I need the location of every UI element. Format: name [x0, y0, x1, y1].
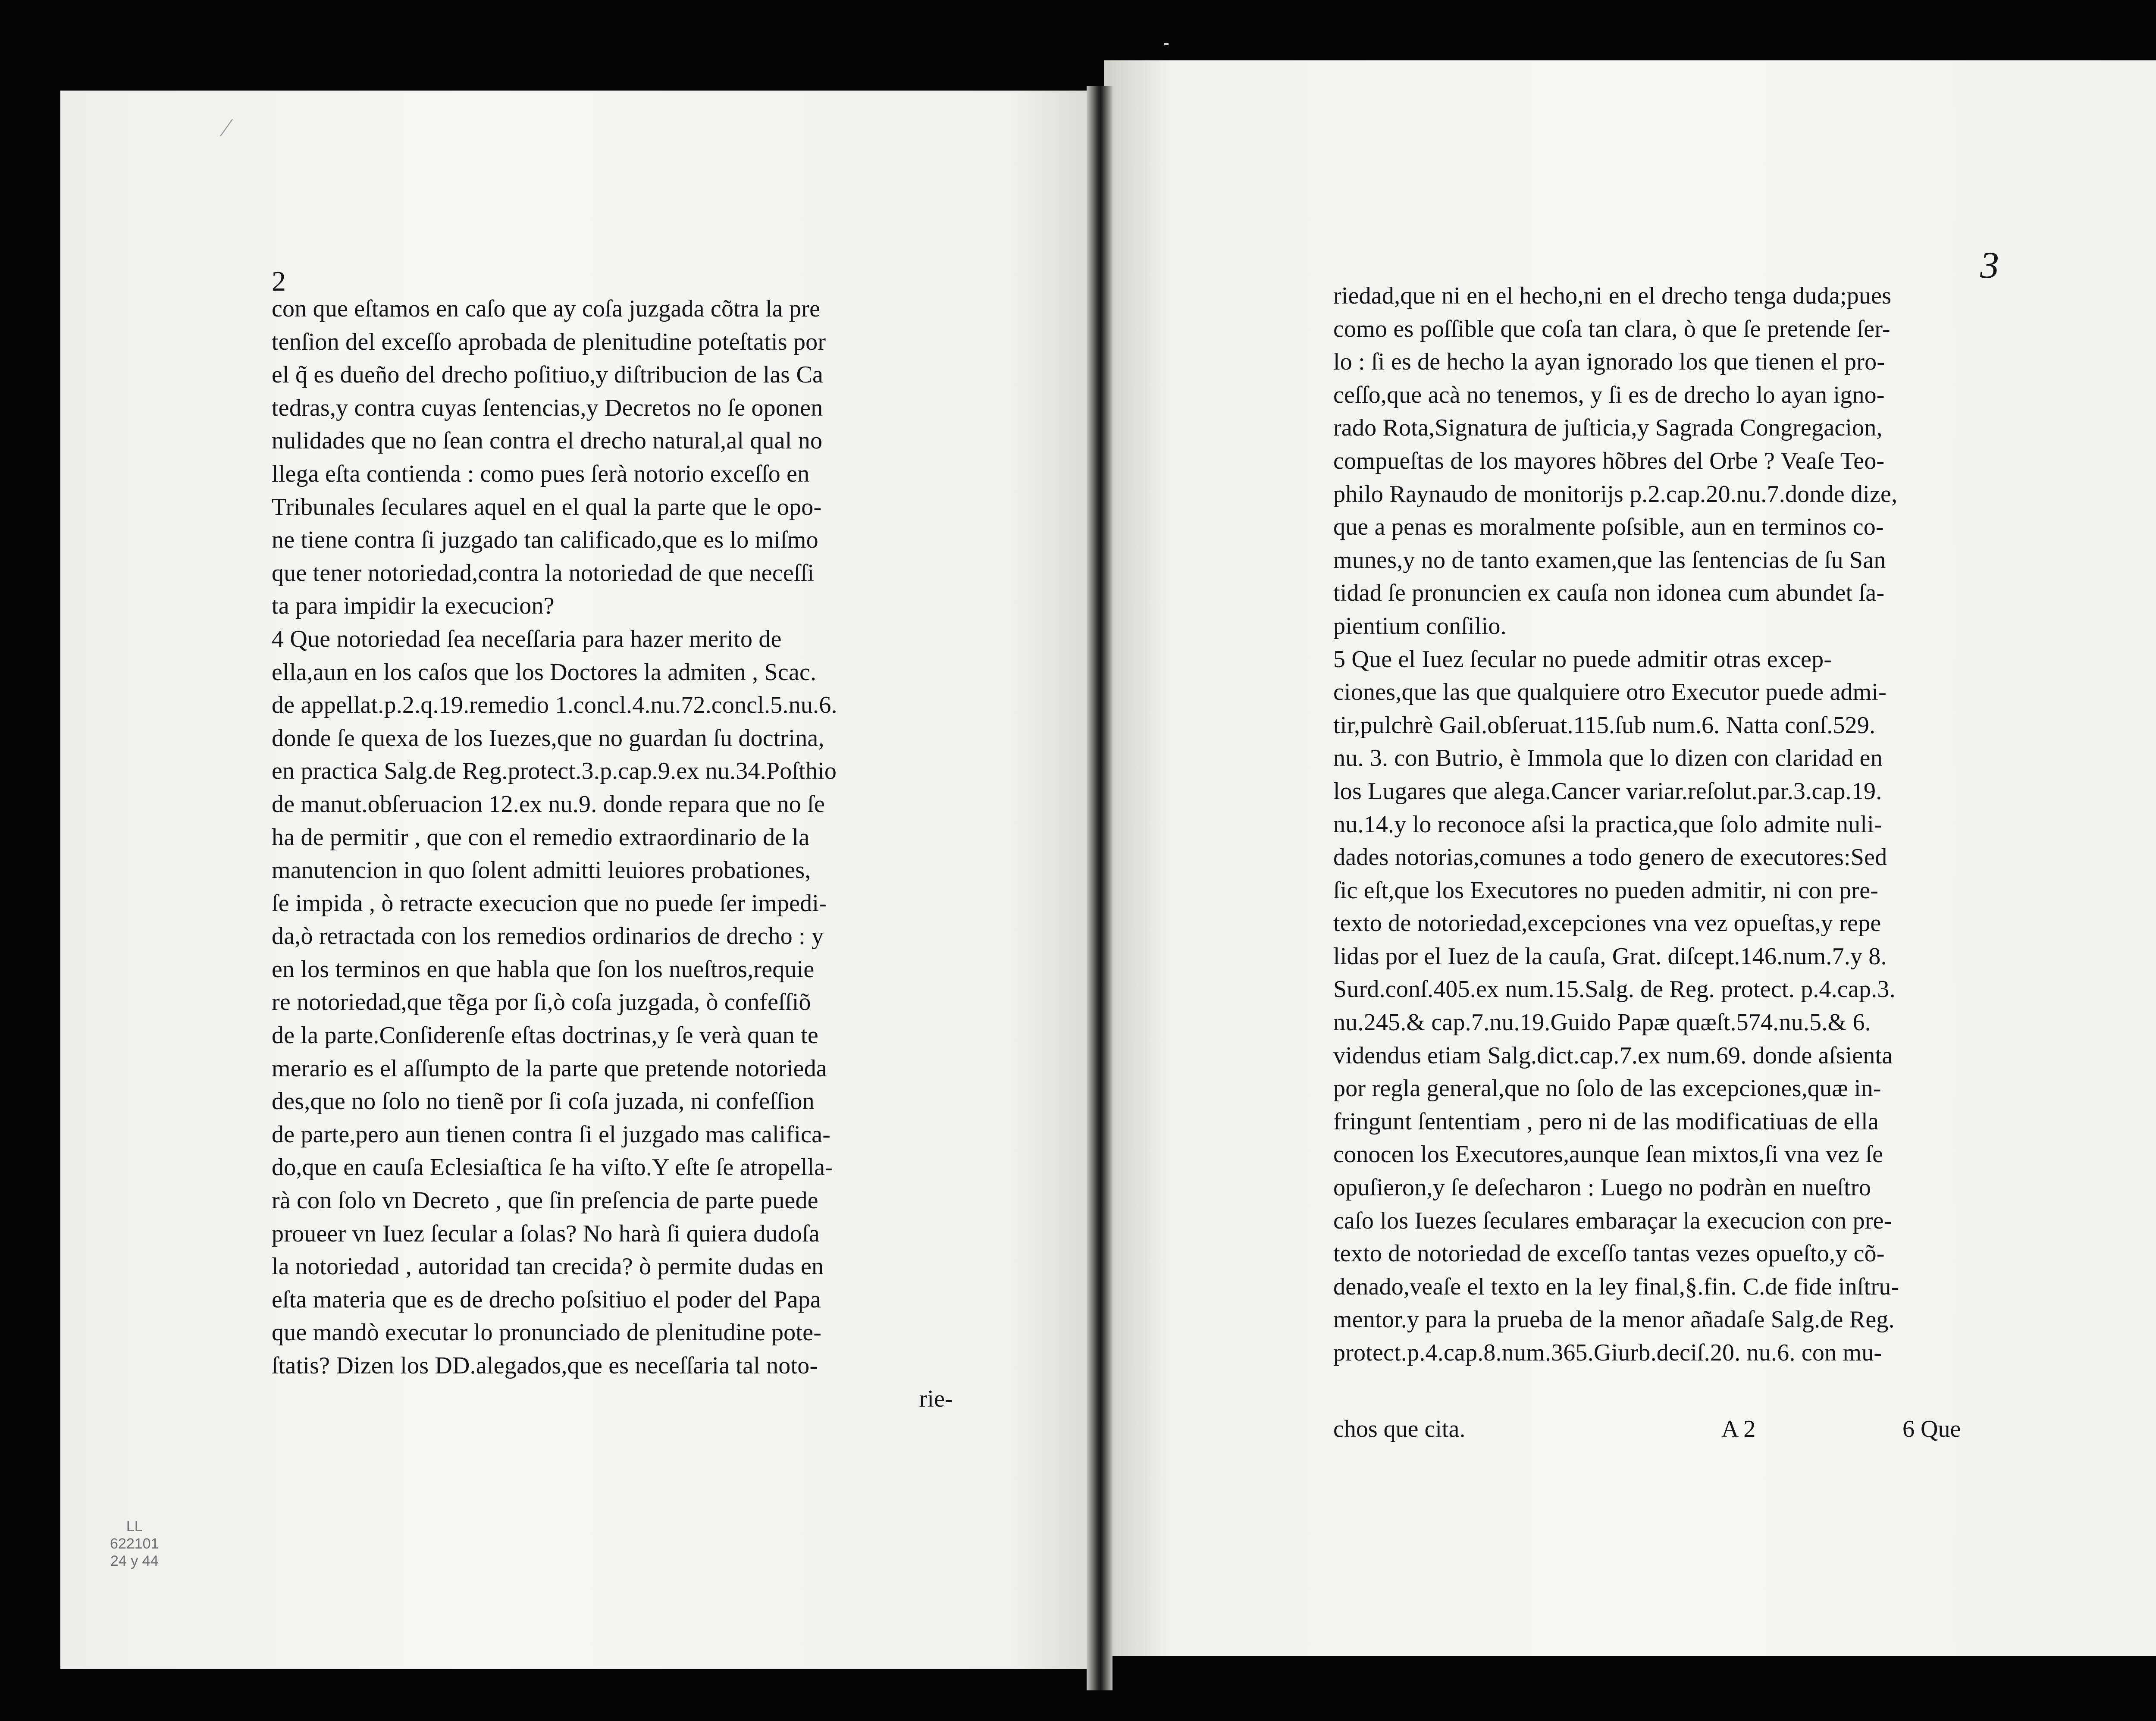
- scan-mark: [1164, 43, 1169, 45]
- annotation-line: LL: [126, 1518, 143, 1535]
- text-line: en los terminos en que habla que ſon los nueſtros,requie: [272, 956, 815, 983]
- text-line: con que eſtamos en caſo que ay coſa juzgada cõtra la pre: [272, 295, 821, 322]
- text-line: videndus etiam Salg.dict.cap.7.ex num.69. donde aſsienta: [1333, 1042, 1893, 1069]
- annotation-line: 622101: [110, 1536, 159, 1552]
- text-line: nu.14.y lo reconoce aſsi la practica,que ſolo admite nuli-: [1333, 811, 1882, 838]
- text-line: conocen los Executores,aunque ſean mixtos,ſi vna vez ſe: [1333, 1141, 1883, 1168]
- text-line: da,ò retractada con los remedios ordinarios de drecho : y: [272, 923, 824, 950]
- text-line: riedad,que ni en el hecho,ni en el drecho tenga duda;pues: [1333, 282, 1892, 309]
- text-line: merario es el aſſumpto de la parte que pretende notorieda: [272, 1055, 827, 1082]
- text-line: la notoriedad , autoridad tan crecida? ò permite dudas en: [272, 1253, 824, 1280]
- text-line: do,que en cauſa Eclesiaſtica ſe ha viſto.Y eſte ſe atropella-: [272, 1154, 834, 1181]
- text-line: protect.p.4.cap.8.num.365.Giurb.deciſ.20. nu.6. con mu-: [1333, 1339, 1882, 1366]
- text-line: tedras,y contra cuyas ſentencias,y Decretos no ſe oponen: [272, 394, 823, 421]
- right-page-footer: [1333, 1415, 2006, 1443]
- annotation-line: 24 y 44: [110, 1553, 159, 1569]
- text-line: llega eſta contienda : como pues ſerà notorio exceſſo en: [272, 460, 810, 487]
- text-line: compueſtas de los mayores hõbres del Orbe ? Veaſe Teo-: [1333, 447, 1885, 474]
- text-line: de appellat.p.2.q.19.remedio 1.concl.4.nu.72.concl.5.nu.6.: [272, 692, 837, 719]
- text-line: de parte,pero aun tienen contra ſi el juzgado mas califica-: [272, 1121, 831, 1148]
- text-line: caſo los Iuezes ſeculares embaraçar la execucion con pre-: [1333, 1207, 1892, 1234]
- handwritten-annotation: [110, 1518, 159, 1570]
- text-line: manutencion in quo ſolent admitti leuiores probationes,: [272, 857, 811, 884]
- text-line: denado,veaſe el texto en la ley final,§.fin. C.de fide inſtru-: [1333, 1273, 1899, 1300]
- text-line: de la parte.Conſiderenſe eſtas doctrinas,y ſe verà quan te: [272, 1022, 818, 1049]
- text-line: texto de notoriedad de exceſſo tantas vezes opueſto,y cõ-: [1333, 1240, 1885, 1267]
- text-line: ceſſo,que acà no tenemos, y ſi es de drecho lo ayan igno-: [1333, 381, 1885, 408]
- text-line: tidad ſe pronuncien ex cauſa non idonea cum abundet ſa-: [1333, 580, 1885, 607]
- text-line: que tener notoriedad,contra la notoriedad de que neceſſi: [272, 559, 815, 586]
- text-line: opuſieron,y ſe deſecharon : Luego no podràn en nueſtro: [1333, 1174, 1871, 1201]
- text-line: lo : ſi es de hecho la ayan ignorado los que tienen el pro-: [1333, 348, 1885, 376]
- text-line: eſta materia que es de drecho poſsitiuo el poder del Papa: [272, 1286, 821, 1313]
- text-line: de manut.obſeruacion 12.ex nu.9. donde repara que no ſe: [272, 790, 825, 818]
- text-line: el q̃ es dueño del drecho poſitiuo,y diſtribucion de las Ca: [272, 361, 824, 389]
- right-page-number: 3: [1980, 245, 1999, 286]
- text-line: ne tiene contra ſi juzgado tan calificado,que es lo miſmo: [272, 527, 818, 554]
- text-line: Tribunales ſeculares aquel en el qual la parte que le opo-: [272, 493, 822, 520]
- text-line: nu. 3. con Butrio, è Immola que lo dizen con claridad en: [1333, 745, 1883, 772]
- text-line: dades notorias,comunes a todo genero de executores:Sed: [1333, 844, 1887, 871]
- text-line: re notoriedad,que tẽga por ſi,ò coſa juzgada, ò confeſſiõ: [272, 989, 811, 1016]
- left-page-text: [272, 292, 953, 1415]
- text-line: 5 Que el Iuez ſecular no puede admitir otras excep-: [1333, 646, 1832, 673]
- text-line: ha de permitir , que con el remedio extraordinario de la: [272, 824, 810, 851]
- text-line: fringunt ſententiam , pero ni de las modificatiuas de ella: [1333, 1108, 1879, 1135]
- text-line: ella,aun en los caſos que los Doctores la admiten , Scac.: [272, 658, 817, 686]
- signature-mark: A 2: [1721, 1416, 1756, 1442]
- catchword: rie-: [919, 1385, 953, 1412]
- left-page-number: 2: [272, 266, 286, 297]
- text-line: ta para impidir la execucion?: [272, 592, 555, 620]
- text-line: Surd.conſ.405.ex num.15.Salg. de Reg. protect. p.4.cap.3.: [1333, 976, 1896, 1003]
- text-line: tir,pulchrè Gail.obſeruat.115.ſub num.6. Natta conſ.529.: [1333, 712, 1876, 739]
- text-line: que mandò executar lo pronunciado de plenitudine pote-: [272, 1319, 822, 1346]
- text-line: ſtatis? Dizen los DD.alegados,que es neceſſaria tal noto-: [272, 1352, 818, 1379]
- text-line: tenſion del exceſſo aprobada de plenitudine poteſtatis por: [272, 328, 826, 355]
- text-line: nu.245.& cap.7.nu.19.Guido Papæ quæſt.574.nu.5.& 6.: [1333, 1009, 1871, 1036]
- text-line: rado Rota,Signatura de juſticia,y Sagrada Congregacion,: [1333, 414, 1883, 442]
- text-line: ſic eſt,que los Executores no pueden admitir, ni con pre-: [1333, 877, 1879, 904]
- text-line: des,que no ſolo no tienẽ por ſi coſa juzada, ni confeſſion: [272, 1088, 815, 1115]
- text-line: por regla general,que no ſolo de las excepciones,quæ in-: [1333, 1075, 1881, 1102]
- text-line: texto de notoriedad,excepciones vna vez opueſtas,y repe: [1333, 910, 1881, 937]
- text-line: ciones,que las que qualquiere otro Executor puede admi-: [1333, 679, 1887, 706]
- corner-pencil-mark: ⁄: [224, 113, 229, 142]
- text-line: en practica Salg.de Reg.protect.3.p.cap.9.ex nu.34.Poſthio: [272, 758, 837, 785]
- text-line: nulidades que no ſean contra el drecho natural,al qual no: [272, 427, 823, 455]
- last-line: chos que cita.: [1333, 1416, 1466, 1442]
- text-line: proueer vn Iuez ſecular a ſolas? No harà ſi quiera dudoſa: [272, 1220, 820, 1247]
- book-gutter: [1087, 86, 1112, 1690]
- text-line: ſe impida , ò retracte execucion que no puede ſer impedi-: [272, 890, 827, 917]
- text-line: lidas por el Iuez de la cauſa, Grat. diſcept.146.num.7.y 8.: [1333, 943, 1887, 970]
- text-line: donde ſe quexa de los Iuezes,que no guardan ſu doctrina,: [272, 724, 824, 752]
- text-line: 4 Que notoriedad ſea neceſſaria para hazer merito de: [272, 625, 782, 652]
- text-line: munes,y no de tanto examen,que las ſentencias de ſu San: [1333, 546, 1886, 574]
- text-line: rà con ſolo vn Decreto , que ſin preſencia de parte puede: [272, 1187, 818, 1214]
- text-line: philo Raynaudo de monitorijs p.2.cap.20.nu.7.donde dize,: [1333, 480, 1898, 508]
- text-line: los Lugares que alega.Cancer variar.reſolut.par.3.cap.19.: [1333, 777, 1882, 805]
- text-line: pientium conſilio.: [1333, 612, 1507, 639]
- catchword: 6 Que: [1902, 1416, 1961, 1442]
- right-page-text: [1333, 279, 2006, 1370]
- text-line: que a penas es moralmente poſsible, aun en terminos co-: [1333, 514, 1884, 541]
- text-line: como es poſſible que coſa tan clara, ò que ſe pretende ſer-: [1333, 315, 1890, 342]
- text-line: mentor.y para la prueba de la menor añadaſe Salg.de Reg.: [1333, 1306, 1895, 1333]
